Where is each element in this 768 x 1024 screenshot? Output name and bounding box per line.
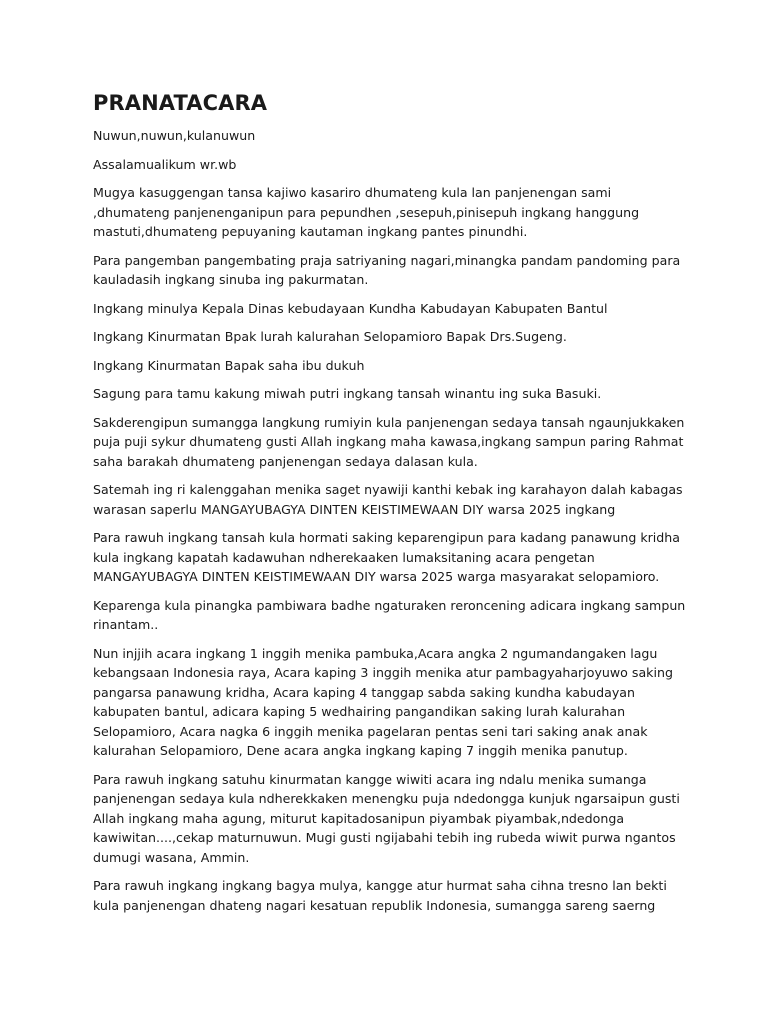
text-line: Sagung para tamu kakung miwah putri ingkang tansah winantu ing suka Basuki.: [93, 386, 602, 401]
text-line: warasan saperlu MANGAYUBAGYA DINTEN KEISTIMEWAAN DIY warsa 2025 ingkang: [93, 501, 616, 517]
text-line: Ingkang minulya Kepala Dinas kebudayaan Kundha Kabudayan Kabupaten Bantul: [93, 300, 608, 316]
document-body: [93, 126, 708, 915]
text-line: kalurahan Selopamioro, Dene acara angka ingkang kaping 7 inggih menika panutup.: [93, 743, 628, 758]
text-line: kabupaten bantul, adicara kaping 5 wedhairing pangandikan saking lurah kalurahan: [93, 704, 626, 719]
text-line: Mugya kasuggengan tansa kajiwo kasariro dhumateng kula lan panjenengan sami: [93, 185, 612, 200]
paragraph: [93, 644, 708, 761]
paragraph: [93, 528, 708, 587]
text-line: puja puji sykur dhumateng gusti Allah ingkang maha kawasa,ingkang sampun paring Rahmat: [93, 434, 684, 449]
paragraph: [93, 126, 708, 146]
text-line: MANGAYUBAGYA DINTEN KEISTIMEWAAN DIY warsa 2025 warga masyarakat selopamioro.: [93, 569, 660, 584]
text-line: rinantam..: [93, 617, 159, 632]
paragraph: [93, 251, 708, 290]
text-line: pangarsa panawung kridha, Acara kaping 4 tanggap sabda saking kundha kabudayan: [93, 684, 635, 700]
text-line: Satemah ing ri kalenggahan menika saget nyawiji kanthi kebak ing karahayon dalah kabagas: [93, 482, 683, 497]
paragraph: [93, 876, 708, 915]
text-line: Sakderengipun sumangga langkung rumiyin kula panjenengan sedaya tansah ngaunjukkaken: [93, 414, 685, 430]
text-line: mastuti,dhumateng pepuyaning kautaman ingkang pantes pinundhi.: [93, 224, 528, 239]
text-line: Keparenga kula pinangka pambiwara badhe ngaturaken reroncening adicara ingkang sampun: [93, 597, 686, 613]
paragraph: [93, 155, 708, 175]
text-line: Ingkang Kinurmatan Bpak lurah kalurahan Selopamioro Bapak Drs.Sugeng.: [93, 329, 567, 344]
text-line: Nuwun,nuwun,kulanuwun: [93, 128, 256, 143]
paragraph: [93, 480, 708, 519]
text-line: Selopamioro, Acara nagka 6 inggih menika pagelaran pentas seni tari saking anak anak: [93, 723, 648, 739]
text-line: Para pangemban pangembating praja satriyaning nagari,minangka pandam pandoming para: [93, 252, 681, 268]
text-line: Allah ingkang maha agung, miturut kapitadosanipun piyambak piyambak,ndedonga: [93, 810, 625, 826]
paragraph: [93, 596, 708, 635]
text-line: kawiwitan....,cekap maturnuwun. Mugi gusti ngijabahi tebih ing rubeda wiwit purwa ngantos: [93, 830, 676, 845]
document-title: PRANATACARA: [93, 91, 268, 115]
text-line: ,dhumateng panjenenganipun para pepundhen ,sesepuh,pinisepuh ingkang hanggung: [93, 204, 640, 220]
paragraph: [93, 413, 708, 472]
text-line: kauladasih ingkang sinuba ing pakurmatan.: [93, 272, 369, 287]
text-line: kebangsaan Indonesia raya, Acara kaping 3 inggih menika atur pambagyaharjoyuwo saking: [93, 665, 673, 680]
text-line: Ingkang Kinurmatan Bapak saha ibu dukuh: [93, 357, 365, 373]
text-line: Nun injjih acara ingkang 1 inggih menika pambuka,Acara angka 2 ngumandangaken lagu: [93, 645, 658, 661]
text-line: kula panjenengan dhateng nagari kesatuan republik Indonesia, sumangga sareng saerng: [93, 897, 656, 913]
paragraph: [93, 183, 708, 242]
paragraph: [93, 770, 708, 868]
text-line: Para rawuh ingkang tansah kula hormati saking keparengipun para kadang panawung kridha: [93, 530, 680, 545]
text-line: Assalamualikum wr.wb: [93, 156, 237, 172]
text-line: dumugi wasana, Ammin.: [93, 849, 250, 865]
paragraph: [93, 356, 708, 376]
paragraph: [93, 327, 708, 347]
paragraph: [93, 299, 708, 319]
text-line: kula ingkang kapatah kadawuhan ndherekaaken lumaksitaning acara pengetan: [93, 549, 595, 565]
text-line: Para rawuh ingkang satuhu kinurmatan kangge wiwiti acara ing ndalu menika sumanga: [93, 771, 647, 787]
text-line: saha barakah dhumateng panjenengan sedaya dalasan kula.: [93, 453, 478, 469]
paragraph: [93, 384, 708, 404]
text-line: Para rawuh ingkang ingkang bagya mulya, kangge atur hurmat saha cihna tresno lan bekti: [93, 878, 667, 893]
text-line: panjenengan sedaya kula ndherekkaken menengku puja ndedongga kunjuk ngarsaipun gusti: [93, 791, 680, 806]
